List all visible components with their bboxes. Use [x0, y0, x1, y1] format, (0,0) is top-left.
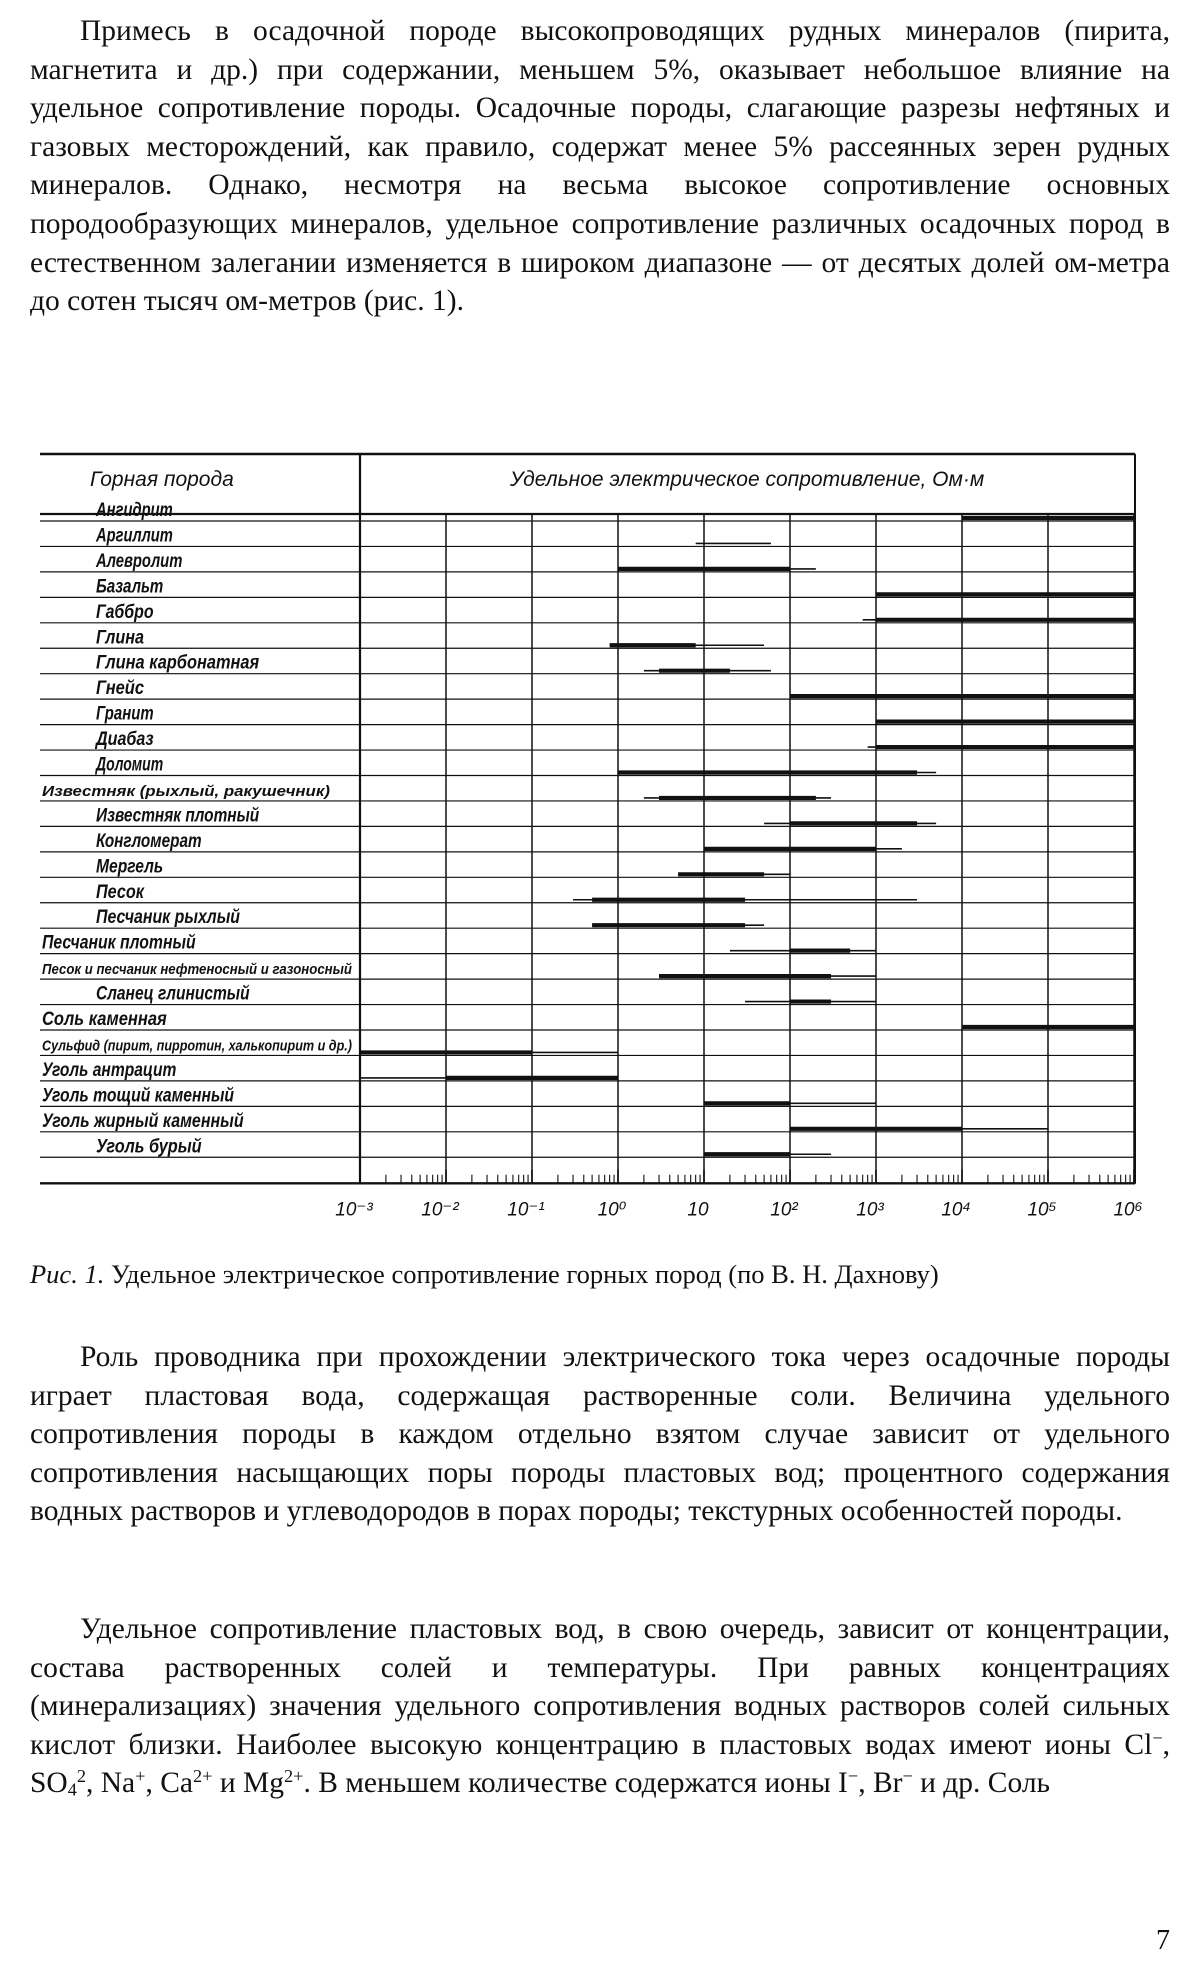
rock-label: Мергель — [96, 855, 164, 878]
rock-label: Уголь тощий каменный — [42, 1084, 235, 1107]
sub-4: 4 — [67, 1780, 77, 1801]
p3-text-e: и Mg — [212, 1767, 284, 1800]
tick-label: 10⁻² — [421, 1199, 459, 1221]
p3-text-g: , Br — [858, 1767, 903, 1800]
tick-label: 10⁵ — [1027, 1199, 1057, 1221]
p3-text-h: и др. Соль — [912, 1767, 1051, 1800]
rock-label: Диабаз — [94, 728, 154, 751]
rock-label: Уголь антрацит — [42, 1058, 177, 1081]
tick-label: 10⁻³ — [335, 1199, 373, 1221]
rock-label: Доломит — [94, 753, 164, 776]
sup-2plus-ca: 2+ — [193, 1766, 213, 1787]
rock-label: Песчаник плотный — [42, 931, 196, 954]
sup-2plus-mg: 2+ — [283, 1766, 304, 1787]
rock-label: Гнейс — [96, 677, 145, 700]
rock-label: Алевролит — [95, 549, 183, 572]
rock-label: Габбро — [96, 600, 154, 623]
rock-label: Сланец глинистый — [96, 982, 250, 1005]
sup-minus-br: − — [902, 1766, 913, 1787]
rock-label: Соль каменная — [42, 1008, 168, 1030]
caption-label: Рис. 1. — [30, 1259, 105, 1289]
rock-label: Известняк (рыхлый, ракушечник) — [42, 782, 331, 800]
header-rock: Горная порода — [90, 468, 234, 491]
page-number: 7 — [1156, 1925, 1170, 1956]
p3-text-f: . В меньшем количестве содержатся ионы I — [303, 1767, 848, 1800]
header-resistivity: Удельное электрическое сопротивление, Ом·м — [510, 468, 985, 491]
tick-label: 10³ — [856, 1199, 884, 1221]
tick-label: 10 — [687, 1199, 709, 1221]
sup-minus: − — [1152, 1727, 1163, 1748]
range-bars — [360, 518, 1134, 1154]
rock-label: Известняк плотный — [96, 804, 260, 827]
rock-label: Ангидрит — [95, 499, 173, 521]
rock-label: Уголь жирный каменный — [42, 1109, 244, 1132]
rock-label: Песок — [96, 880, 145, 903]
rock-label: Уголь бурый — [96, 1135, 202, 1158]
rock-label: Глина — [96, 626, 145, 649]
rock-label: Глина карбонатная — [96, 651, 260, 674]
log-axis — [335, 1170, 1142, 1221]
rock-label: Аргиллит — [95, 524, 173, 547]
tick-label: 10⁶ — [1113, 1199, 1143, 1221]
rock-label: Базальт — [96, 575, 164, 598]
sup-2: 2 — [76, 1766, 86, 1787]
paragraph-1: Примесь в осадочной породе высокопроводящих рудных минералов (пирита, магнетита и др.) при содержании, меньшем 5%, оказывает небольшое влияние на удельное сопротивление породы. Осадочные породы, слагающие разрезы нефтяных и газовых месторождений, как правило, содержат менее 5% рассеянных зерен рудных минералов. Однако, несмотря на весьма высокое сопротивление основных породообразующих минералов, удельное сопротивление различных осадочных пород в естественном залегании изменяется в широком диапазоне — от десятых долей ом-метра до сотен тысяч ом-метров (рис. 1). — [30, 15, 1170, 318]
rock-label: Сульфид (пирит, пирротин, халькопирит и др.) — [42, 1037, 352, 1055]
rock-label: Песчаник рыхлый — [96, 906, 241, 929]
figure-caption — [30, 1258, 1170, 1291]
caption-text: Удельное электрическое сопротивление горных пород (по В. Н. Дахнову) — [104, 1259, 939, 1289]
tick-label: 10² — [770, 1199, 798, 1221]
tick-label: 10⁰ — [597, 1199, 627, 1221]
sup-plus: + — [135, 1766, 146, 1787]
sup-minus-i: − — [847, 1766, 859, 1787]
tick-label: 10⁻¹ — [507, 1199, 545, 1221]
paragraph-3 — [30, 1610, 1170, 1803]
rock-label: Гранит — [96, 702, 154, 725]
p3-text-b: , SO — [30, 1728, 1170, 1800]
paragraph-2: Роль проводника при прохождении электрического тока через осадочные породы играет пластовая вода, содержащая растворенные соли. Величина удельного сопротивления породы в каждом отдельно взятом случае зависит от удельного сопротивления насыщающих поры породы пластовых вод; процентного содержания водных растворов и углеводородов в порах породы; текстурных особенностей породы. — [30, 1341, 1170, 1528]
rock-label: Конгломерат — [96, 829, 202, 852]
resistivity-chart — [0, 440, 1200, 1255]
tick-label: 10⁴ — [941, 1199, 971, 1221]
p3-text-d: , Ca — [145, 1767, 193, 1800]
p3-text-c: , Na — [86, 1767, 136, 1800]
rock-label: Песок и песчаник нефтеносный и газоносный — [42, 961, 352, 979]
resistivity-figure — [0, 440, 1200, 1255]
p3-text-a: Удельное сопротивление пластовых вод, в свою очередь, зависит от концентрации, состава растворенных солей и температуры. При равных концентрациях (минерализациях) значения удельного сопротивления водных растворов солей сильных кислот близки. Наиболее высокую концентрацию в пластовых водах имеют ионы Cl — [30, 1613, 1170, 1761]
